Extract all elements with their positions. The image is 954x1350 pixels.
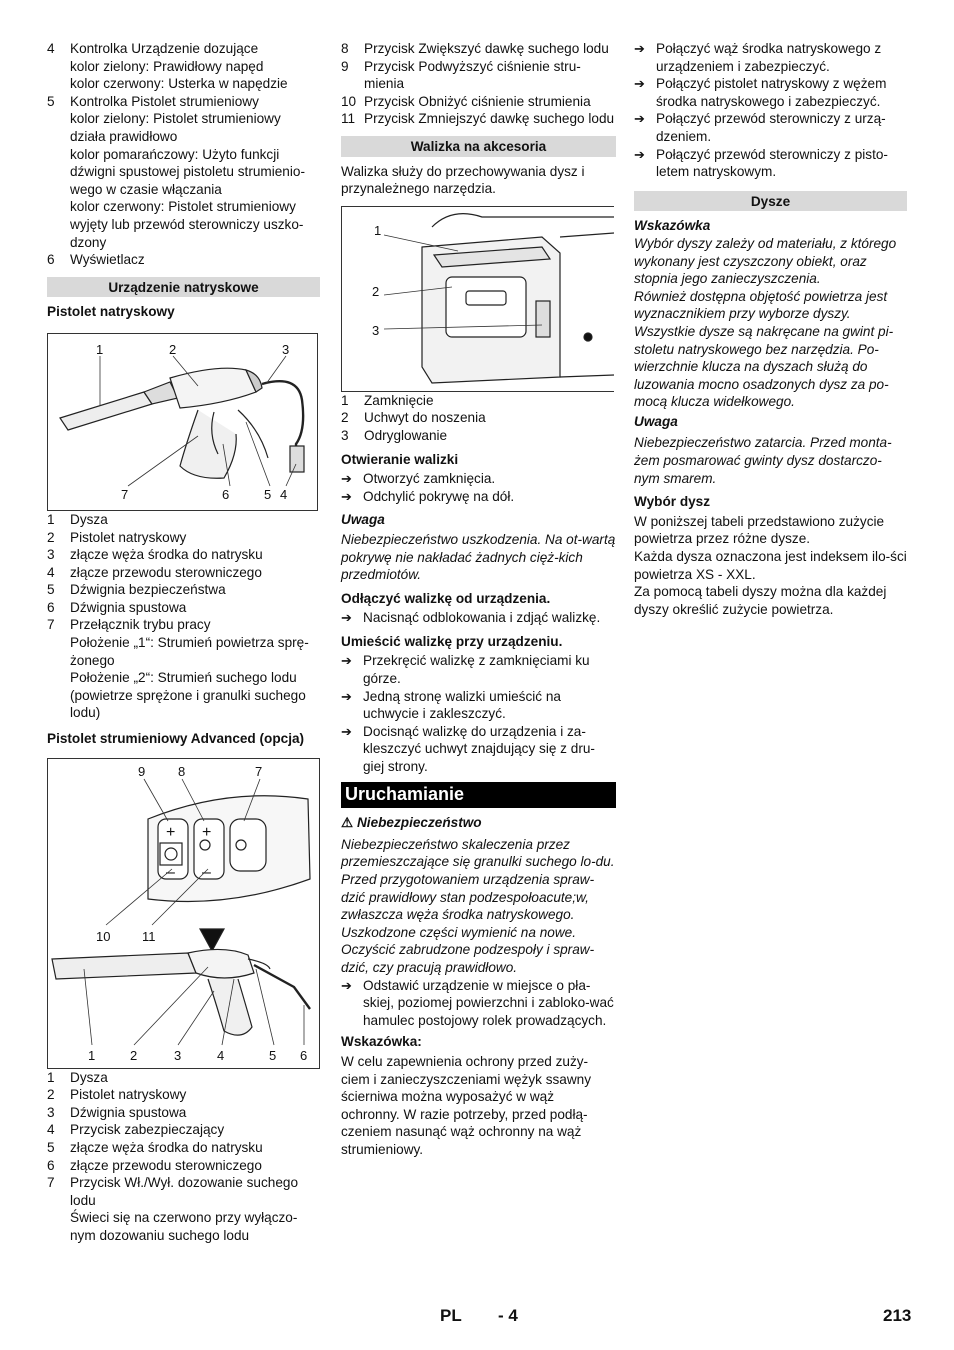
list-item <box>47 564 320 582</box>
list-item <box>47 581 320 599</box>
item-number: 7 <box>47 1175 55 1191</box>
step-item <box>634 146 907 181</box>
item-number: 2 <box>47 1087 55 1103</box>
list-item <box>47 1086 320 1104</box>
arrow-right-icon: ➔ <box>634 111 645 127</box>
item-number: 11 <box>341 111 356 127</box>
steps-place <box>341 652 616 775</box>
section-bar: Walizka na akcesoria <box>341 136 616 157</box>
item-text: złącze węża środka do natrysku <box>70 547 263 563</box>
fig2-label-1: 1 <box>88 1047 96 1063</box>
item-number: 6 <box>47 252 55 268</box>
list-item <box>47 1209 320 1244</box>
footer-page-ref: - 4 <box>498 1306 518 1325</box>
item-number <box>47 146 70 199</box>
arrow-right-icon: ➔ <box>341 488 352 504</box>
item-text: Pistolet natryskowy <box>70 1087 187 1103</box>
danger-label: ⚠ Niebezpieczeństwo <box>341 815 482 831</box>
list-item <box>47 511 320 529</box>
choice-text: W poniższej tabeli przedstawiono zużycie powietrza przez różne dysze. <box>634 513 885 547</box>
arrow-right-icon: ➔ <box>634 146 645 162</box>
fig2-label-3: 3 <box>174 1047 182 1063</box>
step-text: Połączyć przewód sterowniczy z urzą-dzeniem. <box>656 111 886 144</box>
item-number: 2 <box>47 529 55 545</box>
uwaga-text: Niebezpieczeństwo uszkodzenia. Na ot-wartą pokrywę nie nakładać żadnych cięż-kich przedmiotów. <box>341 531 616 583</box>
steps-connect <box>634 40 907 181</box>
item-text: Przełącznik trybu pracy <box>70 617 211 633</box>
arrow-right-icon: ➔ <box>341 653 352 669</box>
danger-text: Niebezpieczeństwo skaleczenia przez przemieszczające się granulki suchego lo-du. <box>341 836 615 870</box>
fig2-label-11: 11 <box>142 928 156 944</box>
list-item <box>341 110 616 128</box>
step-text: Połączyć pistolet natryskowy z wężem środka natryskowego i zabezpieczyć. <box>656 76 887 109</box>
step-item <box>341 488 616 506</box>
list-item <box>47 75 320 93</box>
list-item <box>47 198 320 251</box>
subheading: Odłączyć walizkę od urządzenia. <box>341 590 551 606</box>
svg-text:+: + <box>202 823 212 841</box>
uwaga-text: Niebezpieczeństwo zatarcia. Przed monta-żem posmarować gwinty dysz dostarczo-nym smarem. <box>634 435 892 486</box>
arrow-right-icon: ➔ <box>634 41 645 56</box>
step-text: Otworzyć zamknięcia. <box>363 471 496 487</box>
warning-triangle-icon: ⚠ <box>341 815 354 831</box>
step-text: Jedną stronę walizki umieścić na uchwycie i zakleszczyć. <box>363 688 561 722</box>
item-text: Odryglowanie <box>364 427 448 443</box>
item-text: kolor czerwony: Pistolet strumieniowy wyjęty lub przewód sterowniczy uszko-dzony <box>70 199 304 250</box>
fig2-label-9: 9 <box>138 763 146 779</box>
list-item <box>47 1157 320 1175</box>
list-item <box>47 251 320 269</box>
step-item <box>341 723 616 776</box>
item-text: Położenie „2“: Strumień suchego lodu (powietrze sprężone i granulki suchego lodu) <box>70 670 306 721</box>
item-text: Pistolet natryskowy <box>70 529 187 545</box>
advanced-gun-figure <box>47 758 320 1069</box>
item-number: 9 <box>341 58 349 74</box>
fig1-label-3: 3 <box>282 341 290 357</box>
uwaga-label: Uwaga <box>634 413 678 429</box>
step-item <box>341 977 616 1030</box>
fig1-label-7: 7 <box>121 486 129 502</box>
item-number: 3 <box>341 427 349 443</box>
item-text: Świeci się na czerwono przy wyłączo-nym dozowaniu suchego lodu <box>70 1210 298 1243</box>
item-number: 1 <box>47 511 55 527</box>
item-text: Przycisk zabezpieczający <box>70 1122 225 1138</box>
item-number: 4 <box>47 41 55 56</box>
item-number: 7 <box>47 617 55 633</box>
subheading: Pistolet natryskowy <box>47 304 175 320</box>
fig3-label-2: 2 <box>372 283 380 299</box>
item-number <box>47 634 70 669</box>
list-item <box>47 110 320 145</box>
item-text: Kontrolka Pistolet strumieniowy <box>70 93 259 109</box>
list-item <box>47 58 320 76</box>
footer-page-number: 213 <box>883 1306 912 1325</box>
column-1 <box>47 40 320 1245</box>
list-top <box>47 40 320 269</box>
uwaga-label: Uwaga <box>341 512 385 528</box>
steps-start <box>341 977 616 1030</box>
fig2-label-2: 2 <box>130 1047 138 1063</box>
choice-text-2: Każda dysza oznaczona jest indeksem ilo-ści powietrza XS - XXL. <box>634 549 907 582</box>
fig1-label-2: 2 <box>169 341 177 357</box>
fig2-label-5: 5 <box>269 1047 277 1063</box>
arrow-right-icon: ➔ <box>341 610 352 626</box>
arrow-right-icon: ➔ <box>341 977 352 993</box>
list-item <box>341 40 616 58</box>
item-text: Wyświetlacz <box>70 252 145 268</box>
step-item <box>341 652 616 687</box>
item-number: 1 <box>47 1069 55 1085</box>
item-number <box>47 669 70 722</box>
arrow-right-icon: ➔ <box>341 688 352 704</box>
spray-gun-figure <box>47 333 318 511</box>
item-number: 8 <box>341 41 349 56</box>
item-number: 6 <box>47 1157 55 1173</box>
column-3 <box>634 40 907 618</box>
list-item <box>47 1174 320 1209</box>
item-number: 2 <box>341 410 349 426</box>
choice-text-3: Za pomocą tabeli dyszy można dla każdej dyszy określić zużycie powietrza. <box>634 584 887 617</box>
note-text-2: Również dostępna objętość powietrza jest wyznacznikiem przy wyborze dyszy. <box>634 288 888 322</box>
fig2-label-8: 8 <box>178 763 186 779</box>
item-number <box>47 110 70 145</box>
item-text: Położenie „1“: Strumień powietrza sprę-żonego <box>70 635 309 668</box>
note-text: Wybór dyszy zależy od materiału, z którego wykonany jest czyszczony obiekt, oraz stopnia jego zanieczyszczenia. <box>634 235 897 287</box>
item-number: 3 <box>47 547 55 563</box>
item-text: Przycisk Zwiększyć dawkę suchego lodu <box>364 41 609 56</box>
step-item <box>341 609 616 627</box>
column-2 <box>341 40 616 1159</box>
fig1-label-1: 1 <box>96 341 104 357</box>
note-text: W celu zapewnienia ochrony przed zuży-ciem i zanieczyszczeniami wężyk ssawny ścierniwa można wyposażyć w wąż ochronny. W razie potrzeby, przed podłą-czeniem nasunąć wąż ochronny na wąż strumieniowy. <box>341 1053 592 1157</box>
fig2-label-10: 10 <box>96 928 111 944</box>
item-number: 4 <box>47 1122 55 1138</box>
fig1-label-4: 4 <box>280 486 288 502</box>
list-item <box>341 427 616 445</box>
list-item <box>341 93 616 111</box>
list-item <box>47 599 320 617</box>
item-text: Dysza <box>70 511 108 527</box>
legend-list-2 <box>47 1069 320 1245</box>
step-text: Docisnąć walizkę do urządzenia i za-kleszczyć uchwyt znajdujący się z dru-giej strony. <box>363 723 595 775</box>
item-number: 5 <box>47 582 55 598</box>
svg-text:+: + <box>166 823 176 841</box>
item-number <box>47 1209 70 1244</box>
item-number: 3 <box>47 1104 55 1120</box>
steps-open <box>341 470 616 505</box>
item-text: kolor zielony: Prawidłowy napęd <box>70 58 264 74</box>
list-item <box>47 669 320 722</box>
svg-text:–: – <box>166 863 175 881</box>
note-label: Wskazówka <box>634 218 711 234</box>
fig2-label-7: 7 <box>255 763 263 779</box>
subheading: Umieścić walizkę przy urządzeniu. <box>341 633 563 649</box>
item-text: Zamknięcie <box>364 392 434 408</box>
section-bar: Urządzenie natryskowe <box>47 277 320 298</box>
step-text: Połączyć wąż środka natryskowego z urządzeniem i zabezpieczyć. <box>656 41 882 74</box>
list-item <box>47 1104 320 1122</box>
step-item <box>341 688 616 723</box>
item-number <box>47 198 70 251</box>
item-number <box>47 75 70 93</box>
spray-gun-illustration <box>48 334 317 510</box>
case-figure <box>341 206 614 392</box>
item-number: 5 <box>47 1140 55 1155</box>
list-item <box>341 58 616 93</box>
step-text: Nacisnąć odblokowania i zdjąć walizkę. <box>363 610 601 626</box>
item-number: 4 <box>47 564 55 580</box>
svg-text:–: – <box>202 863 211 881</box>
list-item <box>341 392 616 410</box>
fig1-label-6: 6 <box>222 486 230 502</box>
item-text: Przycisk Zmniejszyć dawkę suchego lodu <box>364 111 615 127</box>
list-item <box>341 409 616 427</box>
item-text: kolor pomarańczowy: Użyto funkcji dźwigni spustowej pistoletu strumienio-wego w czasie włączania <box>70 146 305 197</box>
list-item <box>47 146 320 199</box>
list-item <box>47 634 320 669</box>
advanced-gun-illustration <box>48 759 319 1068</box>
step-text: Przekręcić walizkę z zamknięciami ku górze. <box>363 653 590 687</box>
item-text: Uchwyt do noszenia <box>364 410 486 426</box>
item-text: kolor zielony: Pistolet strumieniowy działa prawidłowo <box>70 111 281 144</box>
item-text: Kontrolka Urządzenie dozujące <box>70 41 259 56</box>
note-text-3: Wszystkie dysze są nakręcane na gwint pi-stoletu natryskowego bez narzędzia. Po-wierzchnie klucza na dyszach służą do luzowania mocno osadzonych dysz za po-mocą klucza widełkowego. <box>634 323 894 410</box>
danger-text-2: Przed przygotowaniem urządzenia spraw-dzić prawidłowy stan podzespołoacute;w, zwłaszcza węża środka natryskowego. Uszkodzone części wymienić na nowe. Oczyścić zabrudzone podzespoły i spraw-dzić, czy pracują prawidłowo. <box>341 872 595 975</box>
item-text: Dźwignia spustowa <box>70 599 187 615</box>
fig1-label-5: 5 <box>264 486 272 502</box>
item-text: Dźwignia spustowa <box>70 1104 187 1120</box>
list-item <box>47 616 320 634</box>
item-number <box>47 58 70 76</box>
case-illustration <box>342 207 614 391</box>
item-text: Przycisk Wł./Wył. dozowanie suchego lodu <box>70 1175 299 1208</box>
item-text: złącze przewodu sterowniczego <box>70 1157 262 1173</box>
intro-text: Walizka służy do przechowywania dysz i przynależnego narzędzia. <box>341 163 585 197</box>
list-item <box>47 546 320 564</box>
list-item <box>47 1139 320 1157</box>
item-number: 10 <box>341 93 357 109</box>
item-text: Przycisk Obniżyć ciśnienie strumienia <box>364 93 591 109</box>
step-text: Odchylić pokrywę na dół. <box>363 488 515 504</box>
fig2-label-6: 6 <box>300 1047 308 1063</box>
arrow-right-icon: ➔ <box>341 723 352 739</box>
list-item <box>47 1069 320 1087</box>
subheading: Wybór dysz <box>634 494 711 510</box>
steps-detach <box>341 609 616 627</box>
legend-list-1 <box>47 511 320 722</box>
list-item <box>47 40 320 58</box>
step-item <box>634 75 907 110</box>
item-number: 6 <box>47 599 55 615</box>
list-item <box>47 529 320 547</box>
list-top <box>341 40 616 128</box>
item-text: kolor czerwony: Usterka w napędzie <box>70 76 288 92</box>
list-item <box>47 1121 320 1139</box>
step-text: Odstawić urządzenie w miejsce o pła-skiej, poziomej powierzchni i zabloko-wać hamulec postojowy rolek prowadzących. <box>363 977 614 1028</box>
step-item <box>634 40 907 75</box>
item-text: złącze przewodu sterowniczego <box>70 564 262 580</box>
step-item <box>341 470 616 488</box>
arrow-right-icon: ➔ <box>634 76 645 92</box>
step-text: Połączyć przewód sterowniczy z pisto-letem natryskowym. <box>656 146 888 180</box>
section-title: Uruchamianie <box>341 782 616 809</box>
fig3-label-1: 1 <box>374 222 382 238</box>
item-number: 1 <box>341 392 349 408</box>
list-item <box>47 93 320 111</box>
step-item <box>634 110 907 145</box>
item-number: 5 <box>47 93 55 109</box>
legend-list-3 <box>341 392 616 445</box>
section-bar: Dysze <box>634 191 907 212</box>
subheading: Pistolet strumieniowy Advanced (opcja) <box>47 731 305 747</box>
note-label: Wskazówka: <box>341 1034 422 1050</box>
fig2-label-4: 4 <box>217 1047 225 1063</box>
item-text: Przycisk Podwyższyć ciśnienie stru-mienia <box>364 58 581 92</box>
arrow-right-icon: ➔ <box>341 471 352 487</box>
fig3-label-3: 3 <box>372 322 380 338</box>
footer-lang: PL <box>440 1306 462 1325</box>
item-text: Dysza <box>70 1069 108 1085</box>
item-text: złącze węża środka do natrysku <box>70 1140 263 1155</box>
subheading: Otwieranie walizki <box>341 451 459 467</box>
item-text: Dźwignia bezpieczeństwa <box>70 582 226 598</box>
